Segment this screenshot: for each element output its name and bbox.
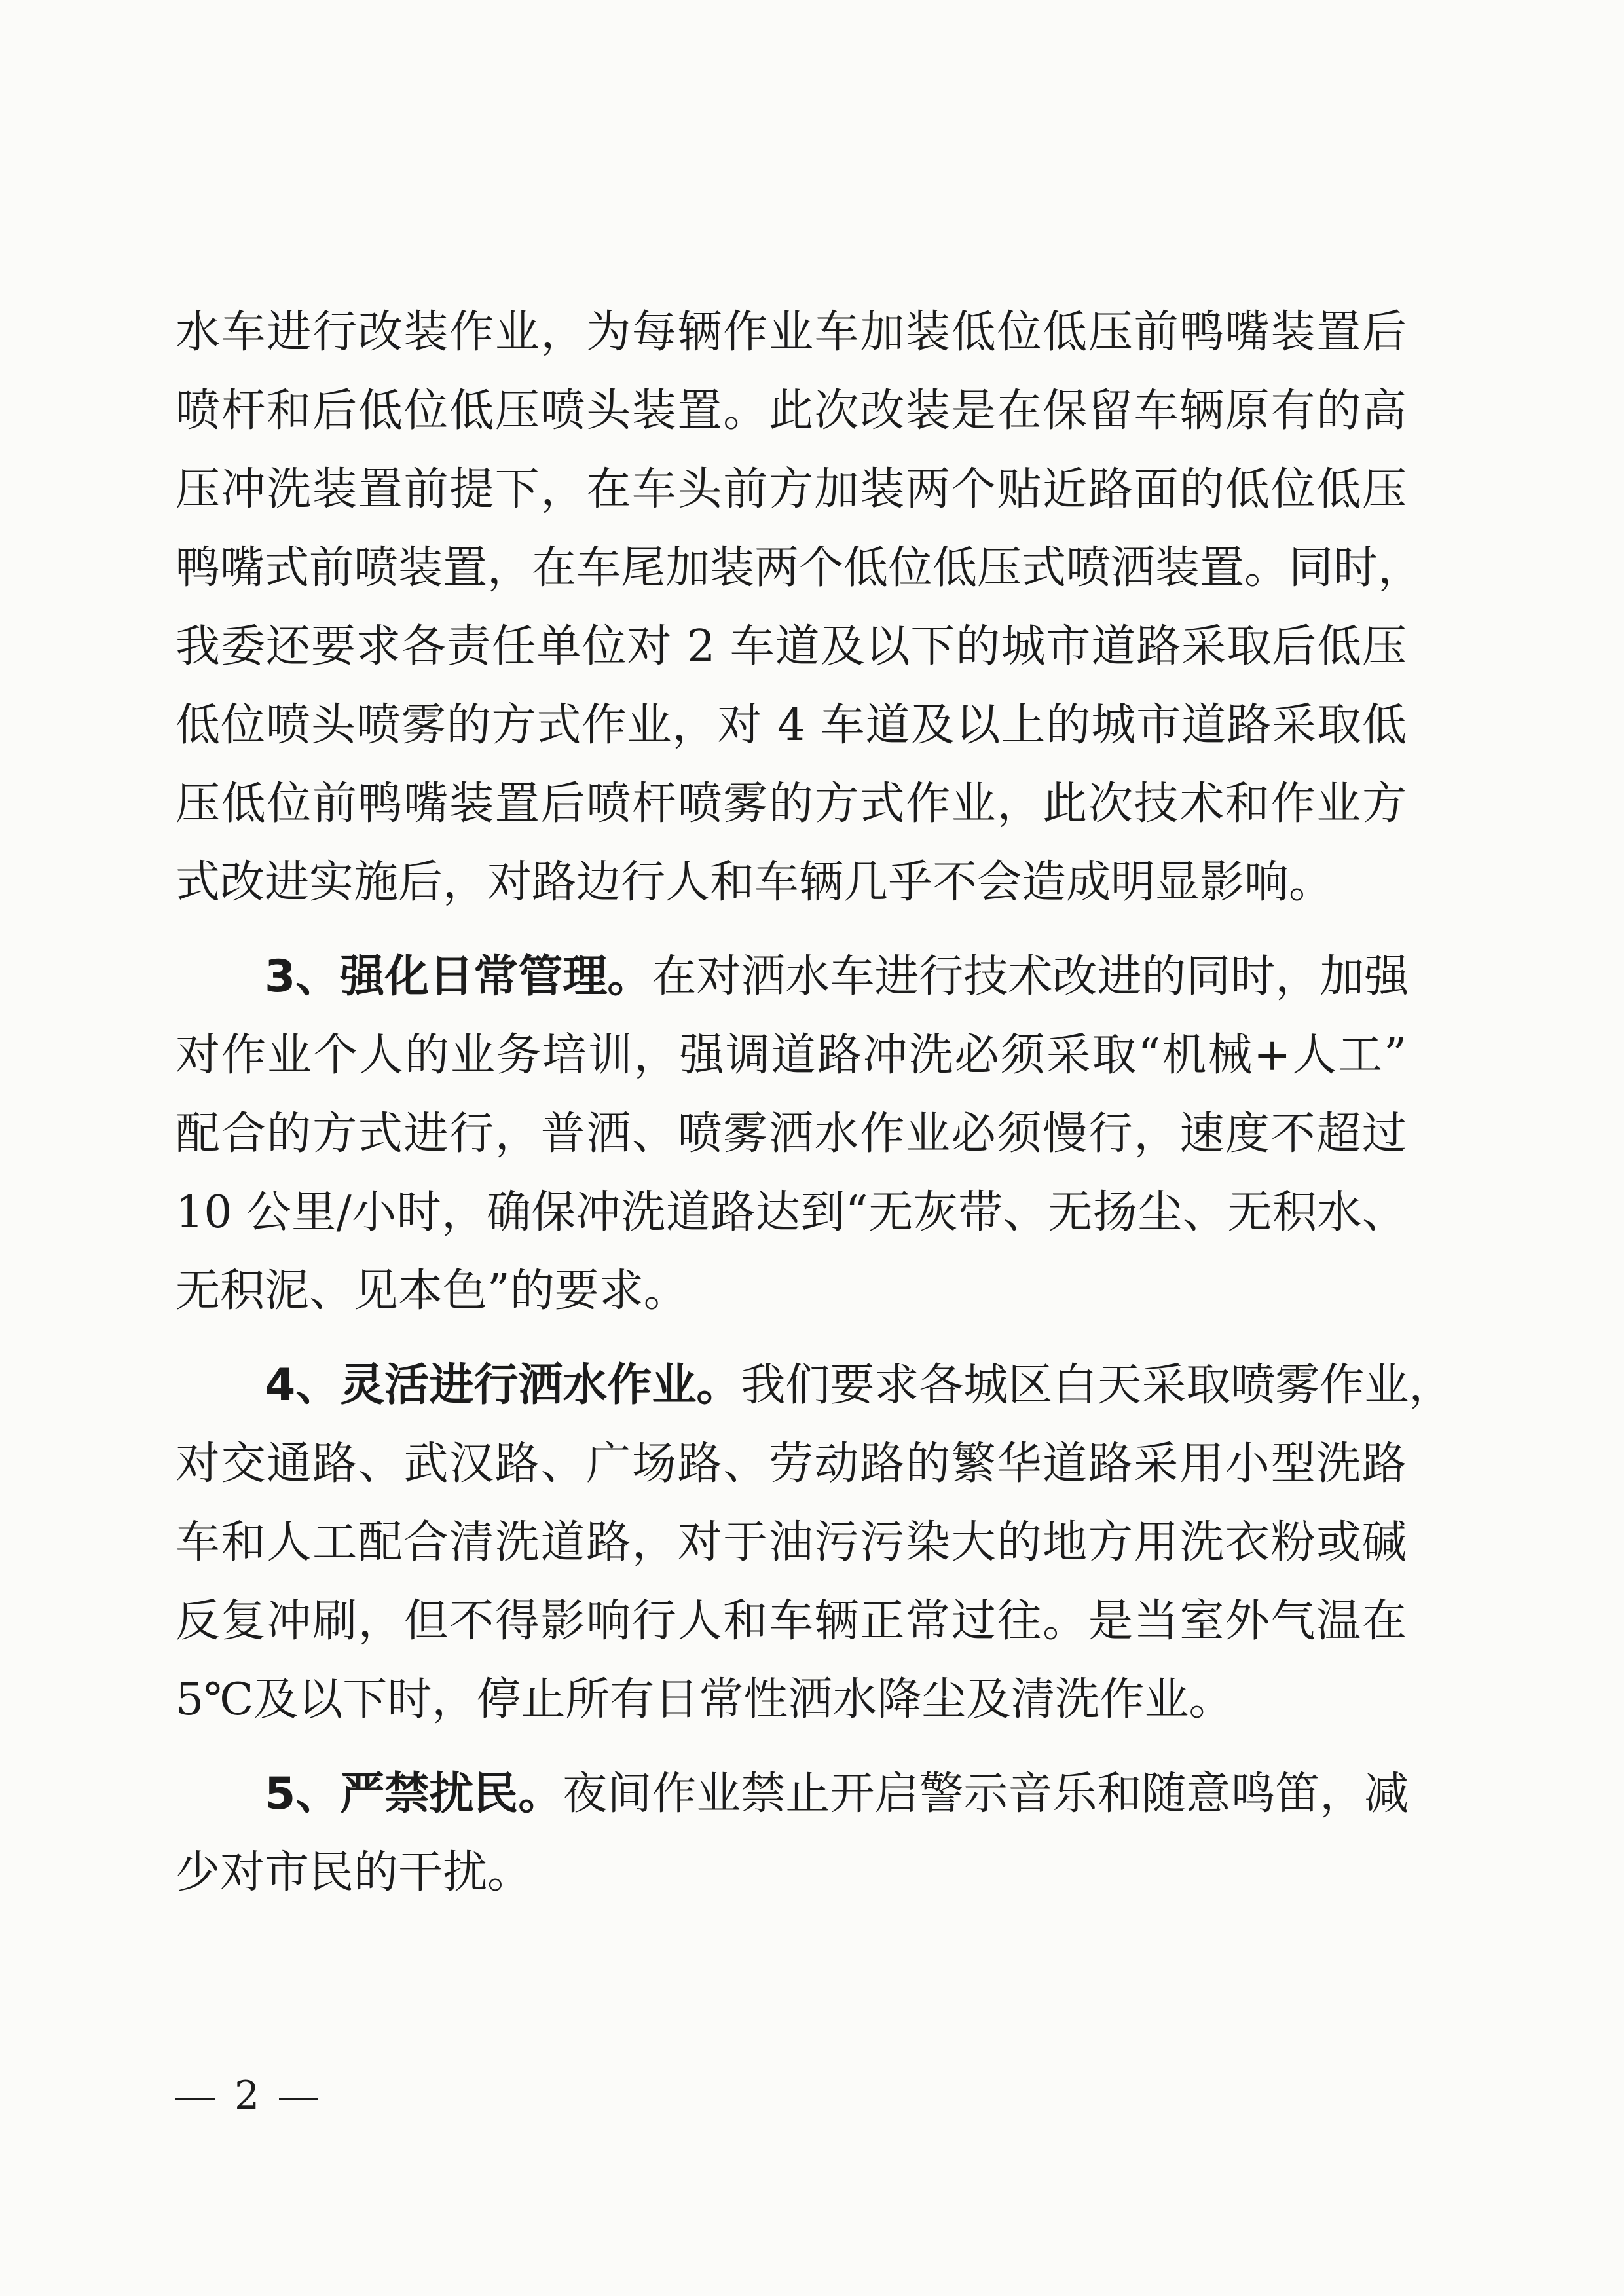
body-text <box>175 293 1454 1912</box>
item-4-paragraph <box>175 1346 1454 1739</box>
paragraph-continued <box>175 293 1423 922</box>
text-line: 车和人工配合清洗道路，对于油污污染大的地方用洗衣粉或碱 <box>175 1517 1407 1568</box>
page-number-dash-left <box>175 2098 215 2100</box>
text-line: 10 公里/小时，确保冲洗道路达到“无灰带、无扬尘、无积水、 <box>175 1187 1407 1238</box>
text-line: 无积泥、见本色”的要求。 <box>175 1265 688 1317</box>
item-4-heading: 4、灵活进行洒水作业。 <box>265 1360 741 1411</box>
page-number-dash-right <box>279 2098 318 2100</box>
page-number-value: 2 <box>234 2073 260 2119</box>
item-5-paragraph <box>175 1755 1407 1912</box>
page-number <box>175 2063 318 2128</box>
text-line: 5℃及以下时，停止所有日常性洒水降尘及清洗作业。 <box>175 1674 1234 1726</box>
item-4-first-line <box>175 1346 1454 1425</box>
text-line: 配合的方式进行，普洒、喷雾洒水作业必须慢行，速度不超过 <box>175 1108 1407 1160</box>
text-line: 低位喷头喷雾的方式作业，对 4 车道及以上的城市道路采取低 <box>175 699 1407 751</box>
item-4-first-line-text: 我们要求各城区白天采取喷雾作业， <box>741 1360 1454 1411</box>
text-line: 对作业个人的业务培训，强调道路冲洗必须采取“机械+人工” <box>175 1029 1407 1081</box>
item-3-first-line <box>175 938 1407 1016</box>
text-line: 反复冲刷，但不得影响行人和车辆正常过往。是当室外气温在 <box>175 1595 1407 1647</box>
text-line: 压低位前鸭嘴装置后喷杆喷雾的方式作业，此次技术和作业方 <box>175 778 1407 830</box>
item-5-first-line <box>175 1755 1407 1834</box>
item-5-first-line-text: 夜间作业禁止开启警示音乐和随意鸣笛，减 <box>563 1768 1409 1820</box>
text-line: 我委还要求各责任单位对 2 车道及以下的城市道路采取后低压 <box>175 621 1407 673</box>
text-line: 水车进行改装作业，为每辆作业车加装低位低压前鸭嘴装置后 <box>175 306 1407 358</box>
item-3-heading: 3、强化日常管理。 <box>265 951 652 1003</box>
item-3-paragraph <box>175 938 1407 1331</box>
text-line: 鸭嘴式前喷装置，在车尾加装两个低位低压式喷洒装置。同时， <box>175 542 1423 594</box>
item-3-first-line-text: 在对洒水车进行技术改进的同时，加强 <box>652 951 1409 1003</box>
text-line: 喷杆和后低位低压喷头装置。此次改装是在保留车辆原有的高 <box>175 385 1407 437</box>
text-line: 压冲洗装置前提下，在车头前方加装两个贴近路面的低位低压 <box>175 464 1407 515</box>
text-line: 少对市民的干扰。 <box>175 1847 532 1898</box>
text-line: 式改进实施后，对路边行人和车辆几乎不会造成明显影响。 <box>175 857 1334 908</box>
text-line: 对交通路、武汉路、广场路、劳动路的繁华道路采用小型洗路 <box>175 1438 1407 1490</box>
item-5-heading: 5、严禁扰民。 <box>265 1768 563 1820</box>
